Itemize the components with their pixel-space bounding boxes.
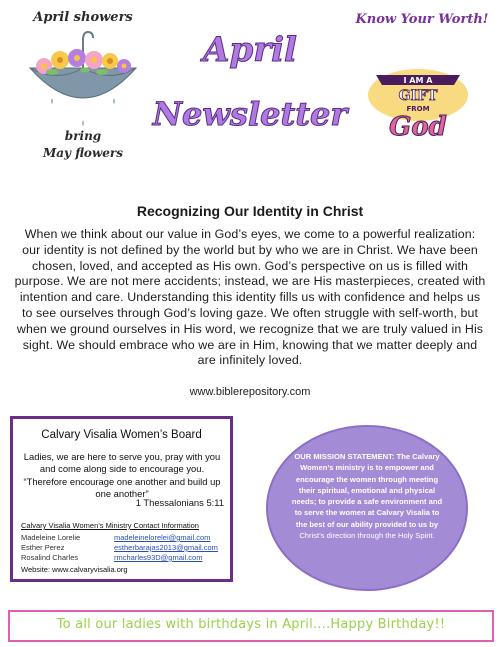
contact-heading: Calvary Visalia Women’s Ministry Contact Information	[21, 521, 199, 530]
contact-name: Rosalind Charles	[21, 553, 79, 562]
contact-email-link[interactable]: estherbarajas2013@gmail.com	[114, 543, 218, 552]
newsletter-title-line1: April	[203, 30, 297, 70]
article-heading: Recognizing Our Identity in Christ	[136, 203, 364, 219]
contact-name: Madeleine Lorelie	[21, 533, 81, 542]
birthday-banner	[8, 610, 494, 642]
womens-board-box	[10, 416, 233, 582]
gift-from-god-badge	[358, 55, 478, 145]
board-message: Ladies, we are here to serve you, pray with you and come along side to encourage you. “Therefore encourage one another and build up one another”	[23, 451, 221, 500]
umbrella-flowers-icon	[22, 28, 144, 128]
badge-line4: God	[389, 112, 447, 142]
badge-line3: FROM	[406, 105, 430, 113]
contact-name: Esther Perez	[21, 543, 65, 552]
article-body: When we think about our value in God’s eyes, we come to a powerful realization: our identity is not defined by the world but by who we are in Christ. We have been chosen, loved, and accepted as His own. God’s perspective on us is filled with purpose. We are not mere accidents; instead, we are His masterpieces, created with intention and care. Understanding this identity fills us with confidence and helps us to see ourselves through God’s loving gaze. We often struggle with self-worth, but when we ground ourselves in His word, we recognize that we are truly valued in His sight. We should embrace who we are in Him, knowing that we matter deeply and are infinitely loved.	[14, 227, 486, 368]
contact-email-link[interactable]: madeleinelorelei@gmail.com	[114, 533, 211, 542]
article-source-link[interactable]: www.biblerepository.com	[189, 386, 311, 398]
contact-email-link[interactable]: rmcharles93D@gmail.com	[114, 553, 203, 562]
umbrella-top-text: April showers	[33, 10, 133, 25]
umbrella-bottom-text-1: bring	[64, 129, 102, 143]
april-showers-graphic	[22, 8, 144, 168]
badge-line1: I AM A	[403, 76, 433, 85]
mission-normal-text: Christ’s direction through the Holy Spirit.	[299, 531, 435, 541]
know-your-worth-tagline: Know Your Worth!	[355, 12, 489, 27]
mission-bold-text: OUR MISSION STATEMENT: The Calvary Women’s ministry is to empower and encourage the women through meeting their spiritual, emotional and physical needs; to provide a safe environment and to serve the women at Calvary Visalia to the best of our ability provided to us by	[291, 452, 443, 529]
mission-statement-text	[290, 451, 444, 541]
mission-statement-oval	[266, 425, 468, 591]
board-scripture-reference: 1 Thessalonians 5:11	[135, 497, 224, 508]
umbrella-bottom-text-2: May flowers	[43, 146, 123, 160]
badge-line2: GIFT	[398, 88, 438, 104]
newsletter-title-line2: Newsletter	[152, 95, 348, 133]
birthday-text: To all our ladies with birthdays in April….Happy Birthday!!	[56, 617, 446, 632]
board-title: Calvary Visalia Women’s Board	[41, 429, 202, 441]
website-row	[21, 565, 128, 574]
website-label: Website:	[21, 565, 51, 574]
website-link[interactable]: www.calvaryvisalia.org	[52, 565, 128, 574]
